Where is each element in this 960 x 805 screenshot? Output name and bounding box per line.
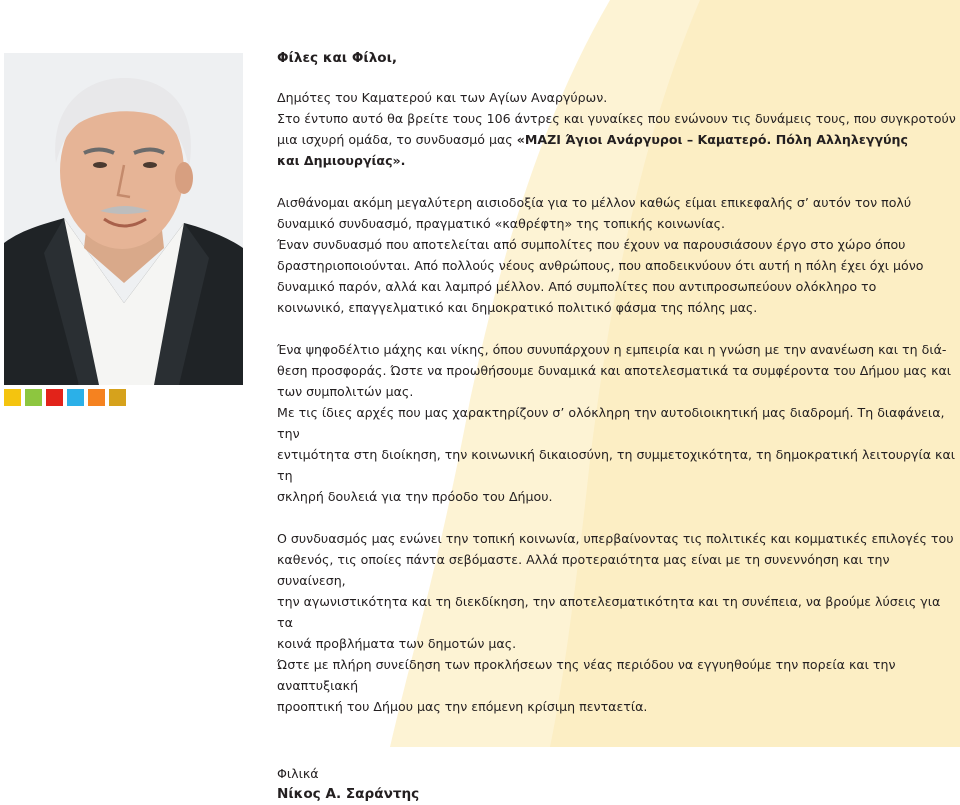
letter-body [277, 48, 960, 805]
line: θεση προσφοράς. Ώστε να προωθήσουμε δυναμικά και αποτελεσματικά τα συμφέροντα του Δήμου μας και [277, 363, 952, 378]
line: Με τις ίδιες αρχές που μας χαρακτηρίζουν σ’ ολόκληρη την αυτοδιοικητική μας διαδρομή. Τη διαφάνεια, την [277, 405, 945, 441]
line: δυναμικό παρόν, αλλά και λαμπρό μέλλον. Από συμπολίτες που αντιπροσωπεύουν ολόκληρο το [277, 279, 877, 294]
line: των συμπολιτών μας. [277, 384, 414, 399]
paragraph-intro [277, 87, 960, 171]
coalition-name-end: και Δημιουργίας». [277, 153, 406, 168]
swatch-blue [67, 389, 84, 406]
paragraph-members [277, 234, 960, 318]
paragraph-unity [277, 528, 960, 654]
paragraph-principles [277, 402, 960, 507]
paragraph-future [277, 654, 960, 717]
line: Στο έντυπο αυτό θα βρείτε τους 106 άντρες και γυναίκες που ενώνουν τις δυνάμεις τους, που συγκροτούν [277, 111, 956, 126]
letter-salutation: Φίλες και Φίλοι, [277, 50, 398, 66]
coalition-name: «ΜΑΖΙ Άγιοι Ανάργυροι – Καματερό. Πόλη Αλληλεγγύης [516, 132, 908, 147]
line: καθενός, τις οποίες πάντα σεβόμαστε. Αλλά προτεραιότητα μας είναι με τη συνεννόηση και την συναίνεση, [277, 552, 890, 588]
line: Ένα ψηφοδέλτιο μάχης και νίκης, όπου συνυπάρχουν η εμπειρία και η γνώση με την ανανέωση και τη διά- [277, 342, 947, 357]
letter-signature: Νίκος Α. Σαράντης [277, 786, 420, 802]
line: Ο συνδυασμός μας ενώνει την τοπική κοινωνία, υπερβαίνοντας τις πολιτικές και κομματικές επιλογές του [277, 531, 954, 546]
color-swatches [4, 389, 126, 406]
swatch-green [25, 389, 42, 406]
line: εντιμότητα στη διοίκηση, την κοινωνική δικαιοσύνη, τη συμμετοχικότητα, τη δημοκρατική λειτουργία και τη [277, 447, 956, 483]
line: δυναμικό συνδυασμό, πραγματικό «καθρέφτη» της τοπικής κοινωνίας. [277, 216, 726, 231]
swatch-yellow [4, 389, 21, 406]
line: Αισθάνομαι ακόμη μεγαλύτερη αισιοδοξία για το μέλλον καθώς είμαι επικεφαλής σ’ αυτόν τον πολύ [277, 195, 912, 210]
line: κοινά προβλήματα των δημοτών μας. [277, 636, 517, 651]
line: την αγωνιστικότητα και τη διεκδίκηση, την αποτελεσματικότητα και τη συνέπεια, να βρούμε λύσεις για τα [277, 594, 941, 630]
line: σκληρή δουλειά για την πρόοδο του Δήμου. [277, 489, 553, 504]
line: Ώστε με πλήρη συνείδηση των προκλήσεων της νέας περιόδου να εγγυηθούμε την πορεία και την αναπτυξιακή [277, 657, 896, 693]
line: κοινωνικό, επαγγελματικό και δημοκρατικό πολιτικό φάσμα της πόλης μας. [277, 300, 758, 315]
letter-signoff: Φιλικά [277, 766, 319, 781]
line: μια ισχυρή ομάδα, το συνδυασμό μας [277, 132, 517, 147]
line: προοπτική του Δήμου μας την επόμενη κρίσιμη πενταετία. [277, 699, 648, 714]
line: Δημότες του Καματερού και των Αγίων Αναργύρων. [277, 90, 608, 105]
paragraph-optimism [277, 192, 960, 234]
portrait-illustration [4, 53, 243, 385]
swatch-red [46, 389, 63, 406]
line: Έναν συνδυασμό που αποτελείται από συμπολίτες που έχουν να παρουσιάσουν έργο στο χώρο όπου [277, 237, 906, 252]
swatch-orange [88, 389, 105, 406]
line: δραστηριοποιούνται. Από πολλούς νέους ανθρώπους, που αποδεικνύουν ότι αυτή η πόλη έχει όχι μόνο [277, 258, 924, 273]
portrait-photo [4, 53, 243, 385]
paragraph-ballot [277, 339, 960, 402]
swatch-gold [109, 389, 126, 406]
